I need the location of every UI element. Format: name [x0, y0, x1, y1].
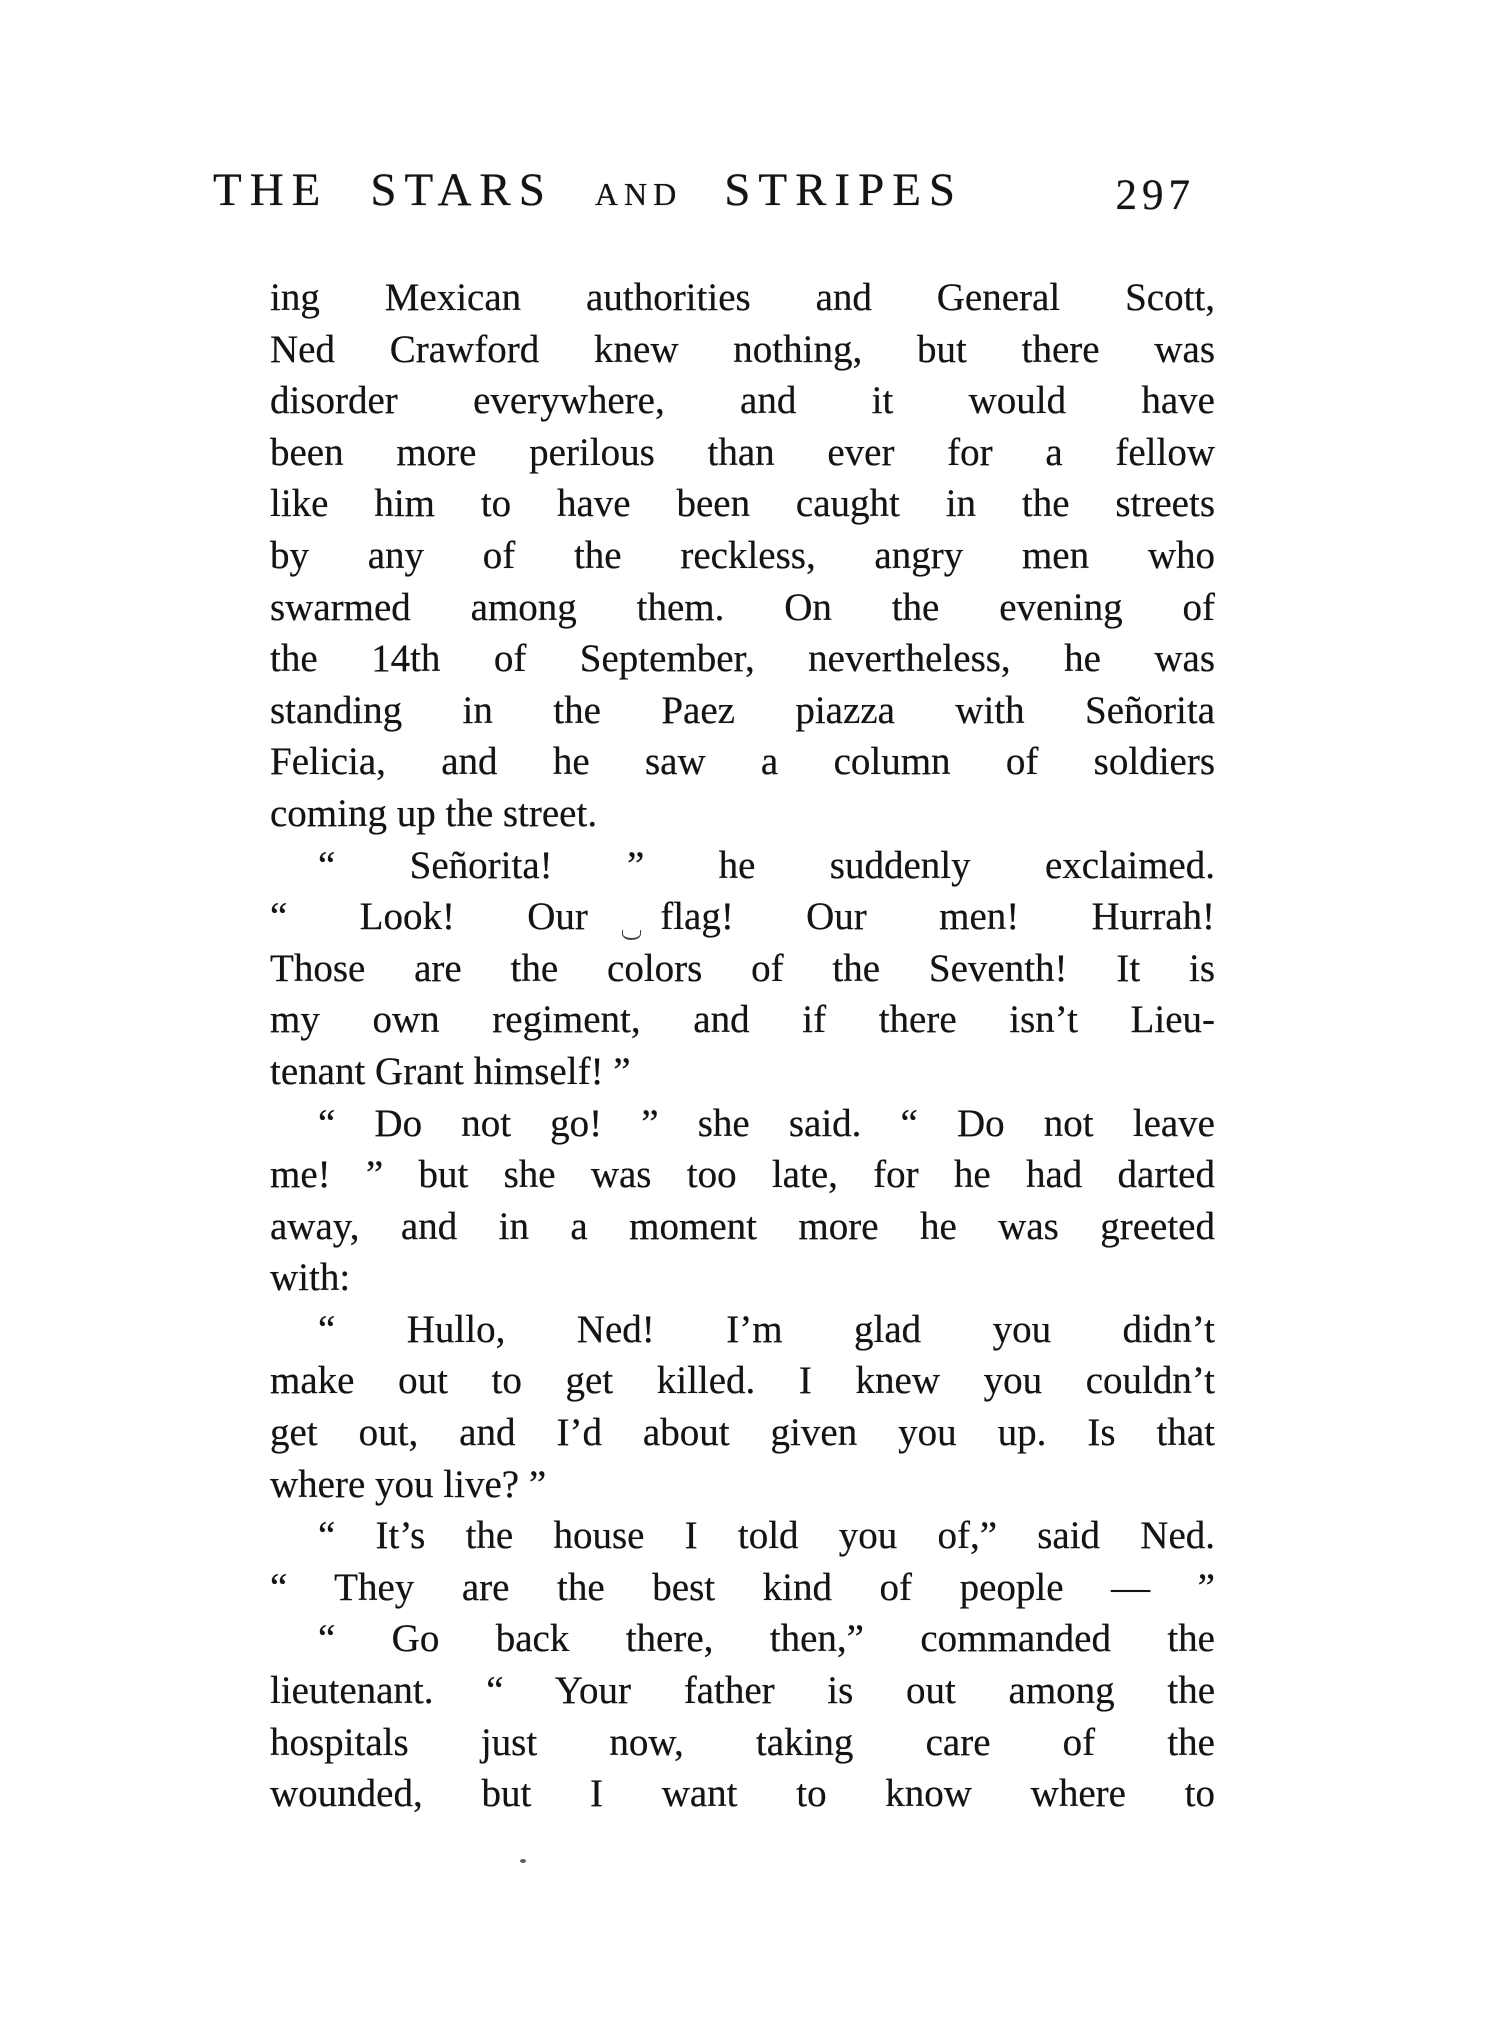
- text-line: lieutenant. “ Your father is out among the: [270, 1669, 1215, 1713]
- running-header: [213, 163, 1195, 217]
- text-line: hospitals just now, taking care of the: [270, 1720, 1215, 1764]
- text-line: “ Hullo, Ned! I’m glad you didn’t: [318, 1307, 1215, 1351]
- text-line: the 14th of September, nevertheless, he was: [270, 637, 1215, 681]
- text-line: with:: [270, 1256, 351, 1300]
- page-number: 297: [1115, 172, 1195, 219]
- text-line: “ It’s the house I told you of,” said Ned.: [318, 1514, 1215, 1558]
- text-line: make out to get killed. I knew you couldn’t: [270, 1359, 1215, 1403]
- text-line: my own regiment, and if there isn’t Lieu-: [270, 998, 1215, 1042]
- text-line: ing Mexican authorities and General Scott,: [270, 276, 1215, 319]
- text-line: get out, and I’d about given you up. Is that: [270, 1411, 1215, 1455]
- text-line: “ Go back there, then,” commanded the: [318, 1617, 1215, 1661]
- text-line: “ Look! Our flag! Our men! Hurrah!: [270, 895, 1215, 939]
- text-line: “ Señorita! ” he suddenly exclaimed.: [318, 843, 1215, 887]
- text-line: me! ” but she was too late, for he had darted: [270, 1153, 1215, 1197]
- text-line: standing in the Paez piazza with Señorita: [270, 688, 1215, 732]
- title-word-the: THE: [213, 164, 329, 216]
- text-line: “ They are the best kind of people — ”: [270, 1565, 1215, 1609]
- text-line: Those are the colors of the Seventh! It is: [270, 946, 1215, 990]
- page-title: [213, 163, 963, 217]
- text-line: where you live? ”: [270, 1462, 547, 1506]
- text-line: like him to have been caught in the streets: [270, 482, 1215, 526]
- text-line: coming up the street.: [270, 791, 598, 835]
- text-line: Felicia, and he saw a column of soldiers: [270, 740, 1215, 784]
- text-line: Ned Crawford knew nothing, but there was: [270, 327, 1215, 371]
- text-line: by any of the reckless, angry men who: [270, 533, 1215, 577]
- print-speck: [520, 1859, 526, 1863]
- body-text: [270, 272, 1215, 1820]
- text-line: wounded, but I want to know where to: [270, 1772, 1215, 1816]
- text-line: away, and in a moment more he was greeted: [270, 1204, 1215, 1248]
- title-word-stripes: STRIPES: [724, 164, 964, 216]
- text-line: been more perilous than ever for a fellow: [270, 430, 1215, 474]
- text-line: “ Do not go! ” she said. “ Do not leave: [318, 1101, 1215, 1145]
- text-line: swarmed among them. On the evening of: [270, 585, 1215, 629]
- text-line: disorder everywhere, and it would have: [270, 379, 1215, 423]
- title-word-and: AND: [594, 176, 683, 212]
- text-line: tenant Grant himself! ”: [270, 1049, 631, 1093]
- title-word-stars: STARS: [370, 164, 553, 216]
